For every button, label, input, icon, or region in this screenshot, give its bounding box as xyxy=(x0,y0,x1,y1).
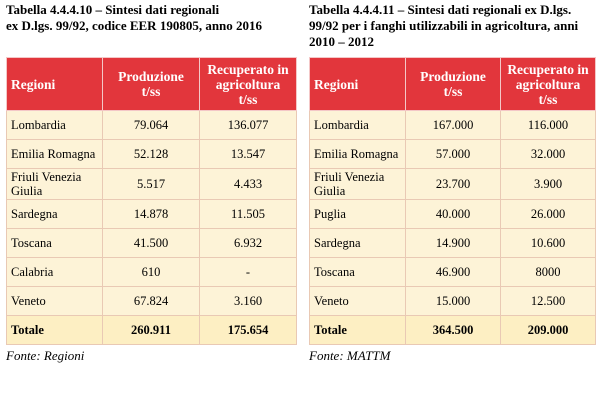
data-table-left xyxy=(6,57,297,345)
cell-production: 79.064 xyxy=(103,111,200,140)
cell-region: Calabria xyxy=(7,258,103,287)
table-row xyxy=(7,140,297,169)
column-header-region: Regioni xyxy=(310,58,406,111)
cell-recovered: 8000 xyxy=(501,258,596,287)
cell-total-recovered: 209.000 xyxy=(501,316,596,345)
header-line: t/ss xyxy=(443,84,463,99)
cell-region: Friuli Venezia Giulia xyxy=(7,169,103,200)
cell-production: 67.824 xyxy=(103,287,200,316)
cell-region: Emilia Romagna xyxy=(7,140,103,169)
cell-production: 167.000 xyxy=(406,111,501,140)
cell-recovered: 11.505 xyxy=(200,200,297,229)
cell-total-production: 260.911 xyxy=(103,316,200,345)
table-source: Fonte: Regioni xyxy=(6,348,85,363)
cell-total-label: Totale xyxy=(7,316,103,345)
header-line: Recuperato in xyxy=(207,61,289,77)
header-row xyxy=(310,58,596,111)
cell-recovered: 3.900 xyxy=(501,169,596,200)
cell-production: 41.500 xyxy=(103,229,200,258)
table-row xyxy=(7,111,297,140)
caption-line: 2010 – 2012 xyxy=(309,34,374,49)
column-header-region: Regioni xyxy=(7,58,103,111)
header-line: Produzione xyxy=(118,69,184,84)
cell-region: Emilia Romagna xyxy=(310,140,406,169)
table-row xyxy=(7,169,297,200)
cell-production: 15.000 xyxy=(406,287,501,316)
cell-total-recovered: 175.654 xyxy=(200,316,297,345)
header-line: Recuperato in xyxy=(507,61,589,77)
table-source: Fonte: MATTM xyxy=(309,348,391,363)
table-row xyxy=(310,140,596,169)
table-row xyxy=(310,258,596,287)
cell-recovered: 12.500 xyxy=(501,287,596,316)
data-table-right xyxy=(309,57,596,345)
table-panel-right xyxy=(309,0,595,364)
header-row xyxy=(7,58,297,111)
cell-production: 14.900 xyxy=(406,229,501,258)
cell-recovered: 4.433 xyxy=(200,169,297,200)
cell-region: Veneto xyxy=(7,287,103,316)
cell-recovered: 6.932 xyxy=(200,229,297,258)
table-row xyxy=(7,229,297,258)
cell-region: Lombardia xyxy=(7,111,103,140)
cell-recovered: 116.000 xyxy=(501,111,596,140)
cell-region: Toscana xyxy=(310,258,406,287)
cell-production: 23.700 xyxy=(406,169,501,200)
column-header-production xyxy=(406,58,501,111)
header-line: Produzione xyxy=(420,69,486,84)
cell-production: 46.900 xyxy=(406,258,501,287)
cell-production: 14.878 xyxy=(103,200,200,229)
caption-line: Tabella 4.4.4.10 – Sintesi dati regionali xyxy=(6,2,220,17)
column-header-recovered xyxy=(501,58,596,111)
cell-region: Puglia xyxy=(310,200,406,229)
table-row xyxy=(310,229,596,258)
cell-production: 610 xyxy=(103,258,200,287)
caption-line: 99/92 per i fanghi utilizzabili in agricoltura, anni xyxy=(309,18,579,33)
table-panel-left xyxy=(6,0,296,364)
cell-production: 5.517 xyxy=(103,169,200,200)
cell-region: Sardegna xyxy=(7,200,103,229)
header-line: t/ss xyxy=(538,91,558,107)
table-row xyxy=(310,200,596,229)
table-row xyxy=(7,200,297,229)
cell-region: Lombardia xyxy=(310,111,406,140)
total-row xyxy=(7,316,297,345)
cell-recovered: 13.547 xyxy=(200,140,297,169)
cell-recovered: 26.000 xyxy=(501,200,596,229)
cell-production: 57.000 xyxy=(406,140,501,169)
cell-region: Toscana xyxy=(7,229,103,258)
total-row xyxy=(310,316,596,345)
caption-line: Tabella 4.4.4.11 – Sintesi dati regionali ex D.lgs. xyxy=(309,2,572,17)
header-line: agricoltura xyxy=(215,76,281,92)
cell-recovered: 10.600 xyxy=(501,229,596,258)
cell-production: 52.128 xyxy=(103,140,200,169)
cell-production: 40.000 xyxy=(406,200,501,229)
cell-recovered: 136.077 xyxy=(200,111,297,140)
table-caption xyxy=(309,2,595,54)
table-row xyxy=(7,258,297,287)
cell-recovered: 32.000 xyxy=(501,140,596,169)
column-header-production xyxy=(103,58,200,111)
header-line: t/ss xyxy=(141,84,161,99)
table-row xyxy=(310,169,596,200)
caption-line: ex D.lgs. 99/92, codice EER 190805, anno 2016 xyxy=(6,18,263,33)
cell-region: Friuli Venezia Giulia xyxy=(310,169,406,200)
header-line: t/ss xyxy=(238,91,258,107)
table-caption xyxy=(6,2,296,54)
cell-total-production: 364.500 xyxy=(406,316,501,345)
header-line: agricoltura xyxy=(515,76,581,92)
cell-region: Veneto xyxy=(310,287,406,316)
table-row xyxy=(7,287,297,316)
table-row xyxy=(310,111,596,140)
cell-total-label: Totale xyxy=(310,316,406,345)
table-row xyxy=(310,287,596,316)
cell-region: Sardegna xyxy=(310,229,406,258)
cell-recovered: 3.160 xyxy=(200,287,297,316)
column-header-recovered xyxy=(200,58,297,111)
cell-recovered: - xyxy=(200,258,297,287)
